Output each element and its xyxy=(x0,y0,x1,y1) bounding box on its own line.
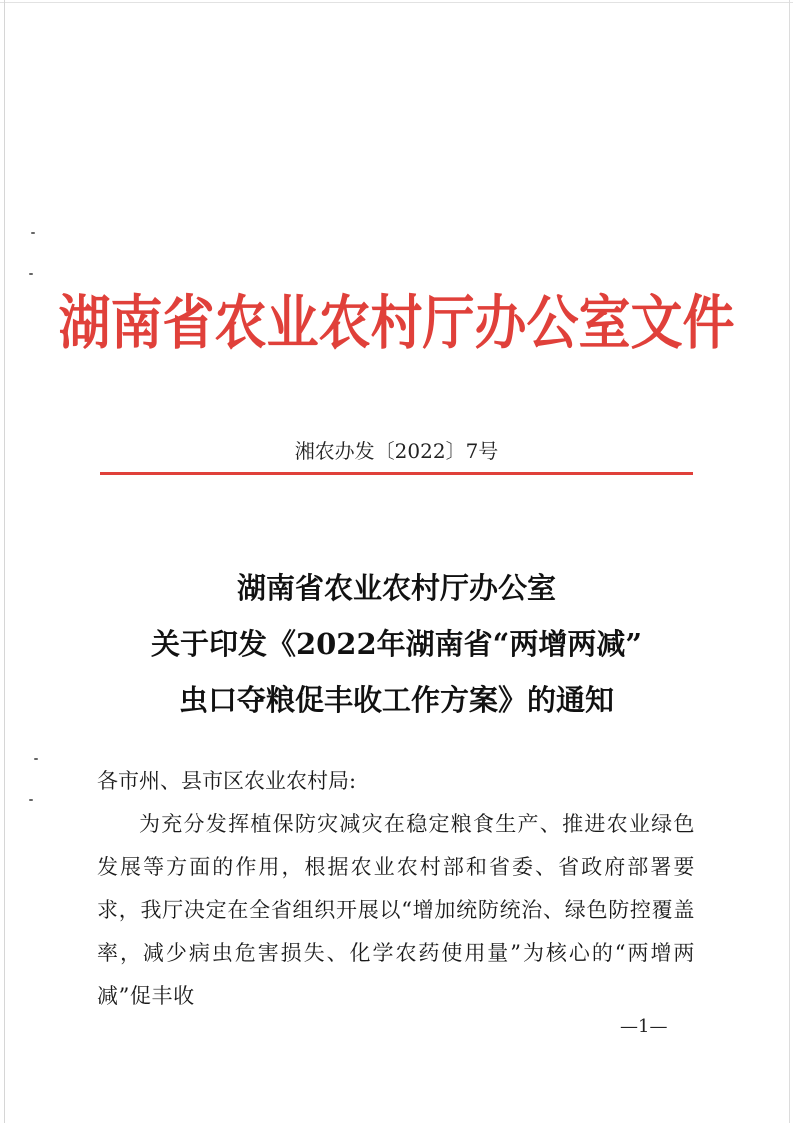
body-paragraph: 为充分发挥植保防灾减灾在稳定粮食生产、推进农业绿色发展等方面的作用，根据农业农村部和省委、省政府部署要求，我厅决定在全省组织开展以“增加统防统治、绿色防控覆盖率，减少病虫危害损失、化学农药使用量”为核心的“两增两减”促丰收 xyxy=(97,812,695,1008)
scan-edge-top xyxy=(0,2,793,3)
document-body xyxy=(97,760,695,1018)
scan-speck xyxy=(34,758,38,760)
salutation: 各市州、县市区农业农村局: xyxy=(97,769,357,793)
title-line-1: 湖南省农业农村厅办公室 xyxy=(236,571,556,605)
scan-speck xyxy=(29,273,33,275)
notice-title xyxy=(0,560,793,728)
title-line-2: 关于印发《2022年湖南省“两增两减” xyxy=(150,627,643,661)
document-number: 湘农办发〔2022〕7号 xyxy=(294,439,499,463)
title-line-3: 虫口夺粮促丰收工作方案》的通知 xyxy=(178,683,614,717)
masthead-title: 湖南省农业农村厅办公室文件 xyxy=(58,290,735,358)
scan-speck xyxy=(31,232,35,234)
red-divider-line xyxy=(100,472,693,475)
scan-speck xyxy=(29,799,33,801)
page-number: —1— xyxy=(620,1016,668,1037)
